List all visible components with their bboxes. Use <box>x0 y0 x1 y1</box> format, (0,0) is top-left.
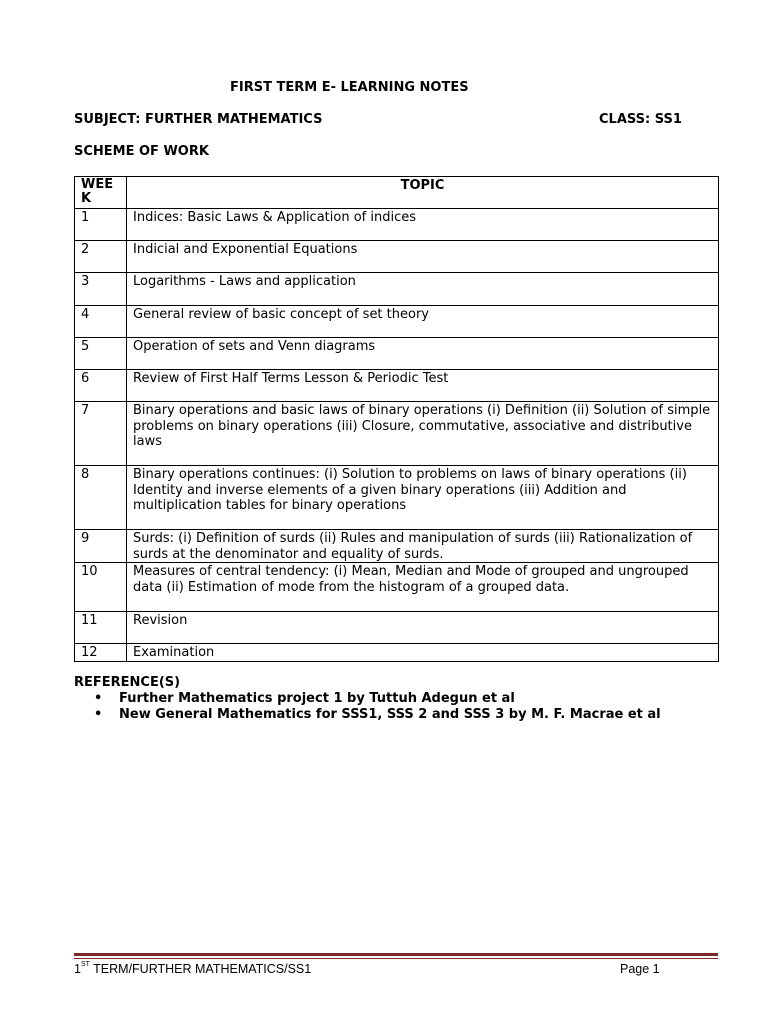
topic-cell: Binary operations continues: (i) Solution to problems on laws of binary operations (ii) Identity and inverse elements of a given binary operations (iii) Addition and multiplication tables for binary operations <box>127 466 719 530</box>
table-row <box>75 402 719 466</box>
class-label: CLASS: SS1 <box>599 112 682 127</box>
week-cell: 10 <box>75 563 127 612</box>
table-row <box>75 338 719 370</box>
subject-line <box>74 112 690 127</box>
reference-item: • New General Mathematics for SSS1, SSS 2 and SSS 3 by M. F. Macrae et al <box>94 707 661 722</box>
table-row <box>75 306 719 338</box>
topic-cell: Examination <box>127 644 719 662</box>
topic-header: TOPIC <box>127 177 719 209</box>
week-cell: 12 <box>75 644 127 662</box>
topic-cell: Revision <box>127 612 719 644</box>
table-row <box>75 241 719 273</box>
week-cell: 7 <box>75 402 127 466</box>
table-row <box>75 209 719 241</box>
week-cell: 4 <box>75 306 127 338</box>
table-row <box>75 530 719 563</box>
table-row <box>75 644 719 662</box>
table-row <box>75 466 719 530</box>
references-list <box>94 691 661 723</box>
scheme-heading: SCHEME OF WORK <box>74 144 209 159</box>
topic-cell: Indices: Basic Laws & Application of indices <box>127 209 719 241</box>
footer-term: 1ST TERM/FURTHER MATHEMATICS/SS1 <box>74 961 312 976</box>
table-row <box>75 370 719 402</box>
week-cell: 2 <box>75 241 127 273</box>
topic-cell: Review of First Half Terms Lesson & Periodic Test <box>127 370 719 402</box>
topic-cell: Operation of sets and Venn diagrams <box>127 338 719 370</box>
table-row <box>75 273 719 306</box>
reference-item: • Further Mathematics project 1 by Tuttuh Adegun et al <box>94 691 515 706</box>
footer-page-number: Page 1 <box>620 962 660 976</box>
subject-label: SUBJECT: FURTHER MATHEMATICS <box>74 112 323 127</box>
topic-cell: General review of basic concept of set theory <box>127 306 719 338</box>
topic-cell: Indicial and Exponential Equations <box>127 241 719 273</box>
week-cell: 5 <box>75 338 127 370</box>
week-header: WEE K <box>75 177 127 209</box>
week-cell: 6 <box>75 370 127 402</box>
week-cell: 1 <box>75 209 127 241</box>
scheme-of-work-table <box>74 176 719 662</box>
week-cell: 8 <box>75 466 127 530</box>
week-cell: 11 <box>75 612 127 644</box>
table-header-row <box>75 177 719 209</box>
bullet-icon: • <box>94 707 103 722</box>
week-cell: 3 <box>75 273 127 306</box>
bullet-icon: • <box>94 691 103 706</box>
topic-cell: Surds: (i) Definition of surds (ii) Rules and manipulation of surds (iii) Rationalization of surds at the denominator and equality of surds. <box>127 530 719 563</box>
table-row <box>75 563 719 612</box>
footer-rule-thin <box>74 958 718 959</box>
topic-cell: Logarithms - Laws and application <box>127 273 719 306</box>
references-heading: REFERENCE(S) <box>74 675 181 690</box>
topic-cell: Measures of central tendency: (i) Mean, Median and Mode of grouped and ungrouped data (ii) Estimation of mode from the histogram of a grouped data. <box>127 563 719 612</box>
week-cell: 9 <box>75 530 127 563</box>
topic-cell: Binary operations and basic laws of binary operations (i) Definition (ii) Solution of simple problems on binary operations (iii) Closure, commutative, associative and distributive laws <box>127 402 719 466</box>
footer-rule-thick <box>74 953 718 956</box>
document-title: FIRST TERM E- LEARNING NOTES <box>230 80 469 95</box>
table-body <box>75 209 719 662</box>
table-row <box>75 612 719 644</box>
